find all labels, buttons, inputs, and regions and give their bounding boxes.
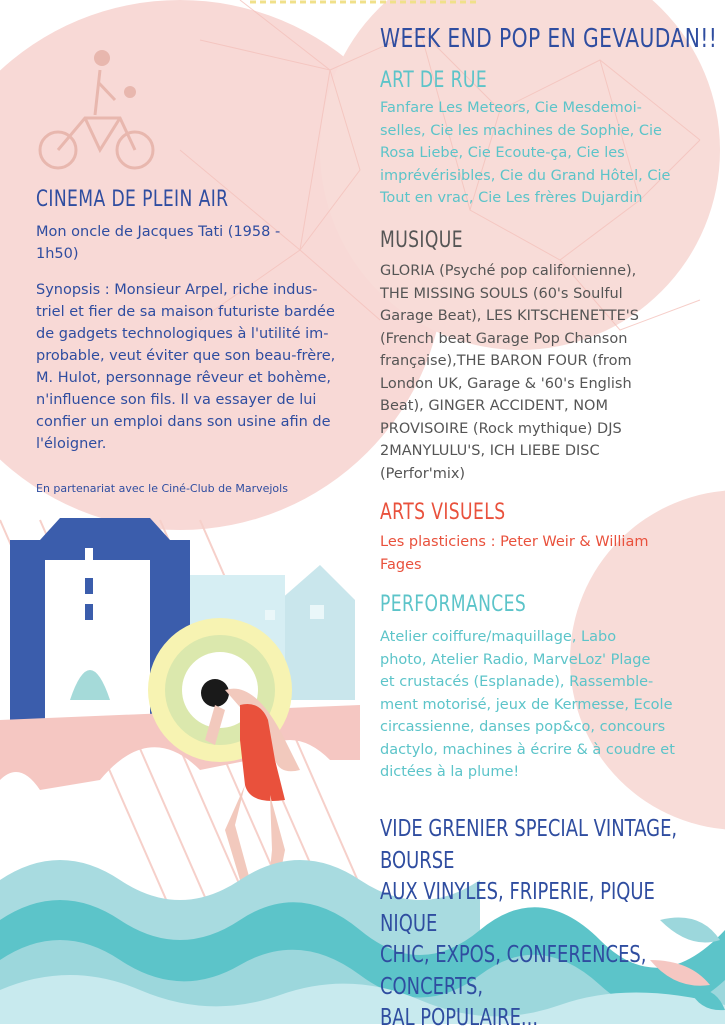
performances-text bbox=[380, 626, 700, 784]
arts-visuels-heading: ARTS VISUELS bbox=[380, 500, 506, 525]
performances-heading: PERFORMANCES bbox=[380, 592, 527, 617]
cyclist-head-icon bbox=[94, 50, 110, 66]
text-line: de gadgets technologiques à l'utilité im- bbox=[36, 326, 329, 342]
text-line: London UK, Garage & '60's English bbox=[380, 375, 632, 392]
text-line: photo, Atelier Radio, MarveLoz' Plage bbox=[380, 651, 651, 668]
vide-grenier-text bbox=[380, 814, 715, 1035]
cinema-partnership: En partenariat avec le Ciné-Club de Marvejols bbox=[36, 482, 288, 495]
cinema-synopsis bbox=[36, 279, 348, 455]
text-line: 1h50) bbox=[36, 246, 79, 262]
text-line: CHIC, EXPOS, CONFERENCES, CONCERTS, bbox=[380, 942, 647, 1000]
text-line: triel et fier de sa maison futuriste bardée bbox=[36, 304, 335, 320]
text-line: Atelier coiffure/maquillage, Labo bbox=[380, 629, 617, 645]
text-line: Les plasticiens : Peter Weir & William bbox=[380, 534, 649, 550]
text-line: PROVISOIRE (Rock mythique) DJS bbox=[380, 420, 622, 437]
text-line: imprévérisibles, Cie du Grand Hôtel, Cie bbox=[380, 167, 671, 184]
text-line: Mon oncle de Jacques Tati (1958 - bbox=[36, 224, 281, 240]
text-line: THE MISSING SOULS (60's Soulful bbox=[380, 285, 623, 302]
text-line: 2MANYLULU'S, ICH LIEBE DISC bbox=[380, 443, 600, 459]
house-window bbox=[265, 610, 275, 620]
text-line: Fages bbox=[380, 556, 422, 573]
text-line: l'éloigner. bbox=[36, 436, 107, 452]
text-line: confier un emploi dans son usine afin de bbox=[36, 414, 331, 430]
text-line: Fanfare Les Meteors, Cie Mesdemoi- bbox=[380, 100, 642, 116]
text-line: ment motorisé, jeux de Kermesse, Ecole bbox=[380, 696, 673, 713]
musique-heading: MUSIQUE bbox=[380, 228, 463, 253]
text-line: selles, Cie les machines de Sophie, Cie bbox=[380, 122, 662, 139]
text-line: (Perfor'mix) bbox=[380, 465, 466, 482]
art-de-rue-heading: ART DE RUE bbox=[380, 68, 488, 93]
text-line: Garage Beat), LES KITSCHENETTE'S bbox=[380, 308, 639, 324]
text-line: et crustacés (Esplanade), Rassemble- bbox=[380, 674, 654, 690]
text-line: Beat), GINGER ACCIDENT, NOM bbox=[380, 398, 608, 414]
art-de-rue-text bbox=[380, 97, 700, 210]
text-line: AUX VINYLES, FRIPERIE, PIQUE NIQUE bbox=[380, 879, 655, 937]
text-line: M. Hulot, personnage rêveur et bohème, bbox=[36, 370, 332, 386]
child-head-icon bbox=[124, 86, 136, 98]
text-line: circassienne, danses pop&co, concours bbox=[380, 719, 666, 735]
text-line: probable, veut éviter que son beau-frère, bbox=[36, 348, 336, 364]
text-line: VIDE GRENIER SPECIAL VINTAGE, BOURSE bbox=[380, 816, 678, 874]
text-line: dictées à la plume! bbox=[380, 764, 520, 780]
text-line: GLORIA (Psyché pop californienne), bbox=[380, 263, 637, 279]
text-line: Rosa Liebe, Cie Ecoute-ça, Cie les bbox=[380, 145, 625, 161]
musique-text bbox=[380, 260, 700, 485]
poster-title: WEEK END POP EN GEVAUDAN!! bbox=[380, 24, 718, 54]
cinema-heading: CINEMA DE PLEIN AIR bbox=[36, 187, 229, 212]
cinema-film-title bbox=[36, 221, 348, 265]
text-line: Tout en vrac, Cie Les frères Dujardin bbox=[380, 190, 643, 206]
text-line: n'influence son fils. Il va essayer de lui bbox=[36, 392, 317, 408]
text-line: (French beat Garage Pop Chanson bbox=[380, 330, 628, 347]
text-line: française),THE BARON FOUR (from bbox=[380, 353, 632, 369]
text-line: Synopsis : Monsieur Arpel, riche indus- bbox=[36, 282, 318, 298]
arts-visuels-text bbox=[380, 531, 700, 576]
text-line: dactylo, machines à écrire & à coudre et bbox=[380, 741, 675, 758]
text-line: BAL POPULAIRE... bbox=[380, 1005, 539, 1031]
house-window bbox=[310, 605, 324, 619]
